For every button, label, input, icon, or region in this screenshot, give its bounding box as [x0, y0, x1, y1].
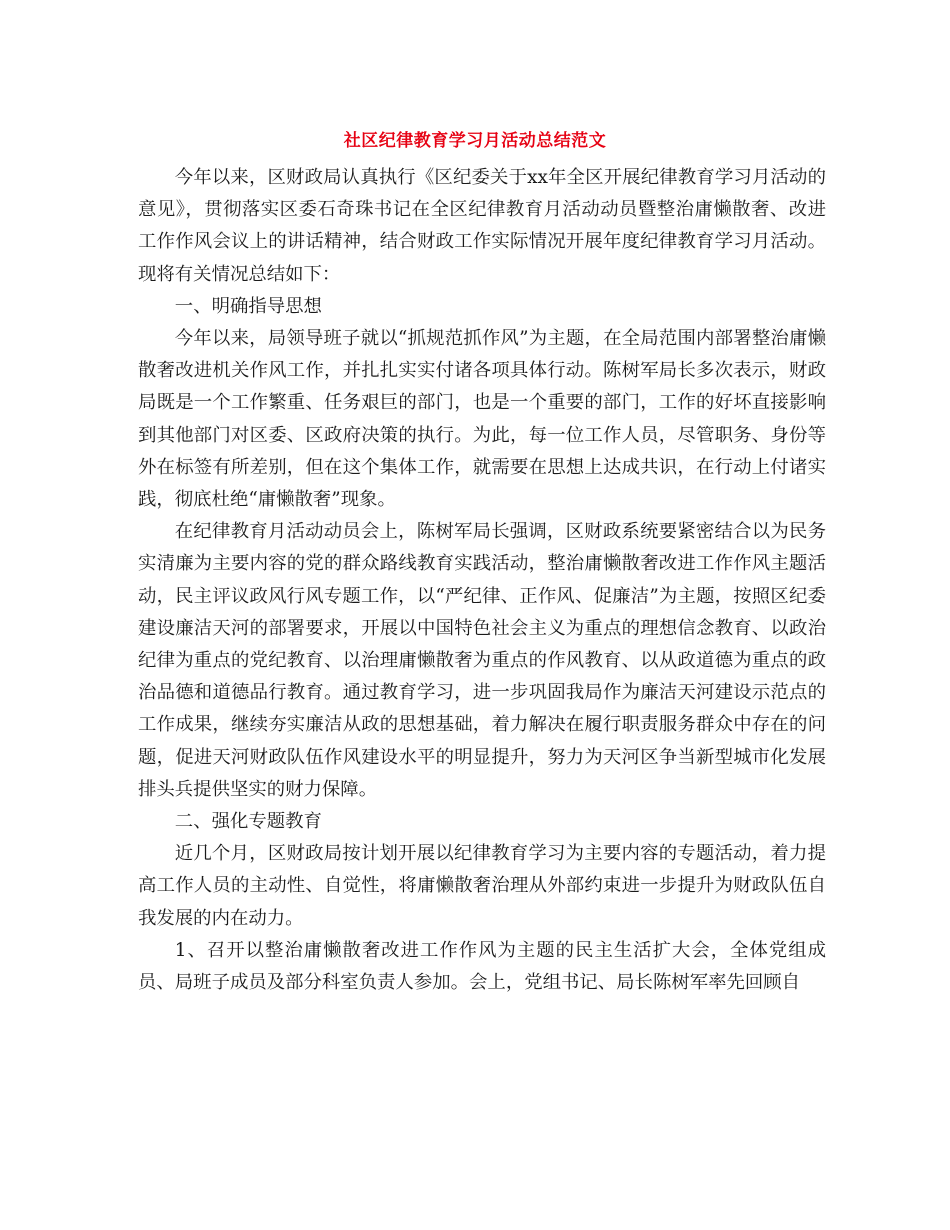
- paragraph-intro: 今年以来，区财政局认真执行《区纪委关于xx年全区开展纪律教育学习月活动的意见》，贯彻落实区委石奇珠书记在全区纪律教育月活动动员暨整治庸懒散奢、改进工作作风会议上的讲话精神，结合财政工作实际情况开展年度纪律教育学习月活动。现将有关情况总结如下：: [138, 167, 826, 285]
- paragraph-section-1a: 今年以来，局领导班子就以“抓规范抓作风”为主题，在全局范围内部署整治庸懒散奢改进机关作风工作，并扎扎实实付诸各项具体行动。陈树军局长多次表示，财政局既是一个工作繁重、任务艰巨的部门，也是一个重要的部门，工作的好坏直接影响到其他部门对区委、区政府决策的执行。为此，每一位工作人员，尽管职务、身份等外在标签有所差别，但在这个集体工作，就需要在思想上达成共识，在行动上付诸实践，彻底杜绝“庸懒散奢”现象。: [138, 328, 826, 511]
- document-title: 社区纪律教育学习月活动总结范文: [343, 131, 607, 151]
- paragraph-item-1: 1、召开以整治庸懒散奢改进工作作风为主题的民主生活扩大会，全体党组成员、局班子成员及部分科室负责人参加。会上，党组书记、局长陈树军率先回顾自: [138, 939, 826, 994]
- section-heading-2: 二、强化专题教育: [174, 811, 322, 833]
- paragraph-section-1b: 在纪律教育月活动动员会上，陈树军局长强调，区财政系统要紧密结合以为民务实清廉为主要内容的党的群众路线教育实践活动，整治庸懒散奢改进工作作风主题活动，民主评议政风行风专题工作，以“严纪律、正作风、促廉洁”为主题，按照区纪委建设廉洁天河的部署要求，开展以中国特色社会主义为重点的理想信念教育、以政治纪律为重点的党纪教育、以治理庸懒散奢为重点的作风教育、以从政道德为重点的政治品德和道德品行教育。通过教育学习，进一步巩固我局作为廉洁天河建设示范点的工作成果，继续夯实廉洁从政的思想基础，着力解决在履行职责服务群众中存在的问题，促进天河财政队伍作风建设水平的明显提升，努力为天河区争当新型城市化发展排头兵提供坚实的财力保障。: [138, 521, 826, 800]
- section-heading-1: 一、明确指导思想: [174, 295, 322, 317]
- paragraph-section-2a: 近几个月，区财政局按计划开展以纪律教育学习为主要内容的专题活动，着力提高工作人员的主动性、自觉性，将庸懒散奢治理从外部约束进一步提升为财政队伍自我发展的内在动力。: [138, 843, 826, 929]
- document-body: [138, 162, 826, 999]
